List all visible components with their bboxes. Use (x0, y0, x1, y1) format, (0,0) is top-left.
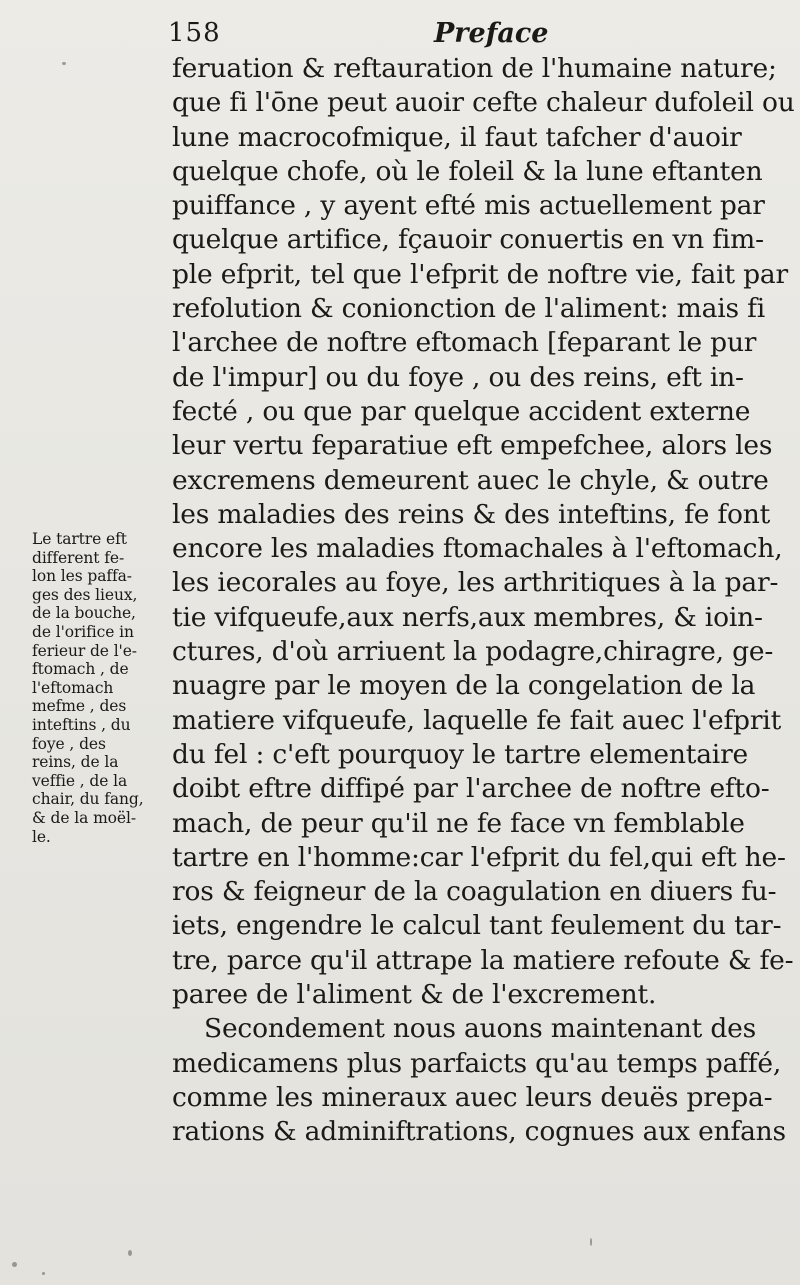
margin-note-line: veffie , de la (32, 771, 128, 790)
text-line: doibt eftre diffipé par l'archee de noftre efto- (172, 773, 770, 805)
paper-speck (62, 62, 66, 65)
text-line: puiffance , y ayent efté mis actuellement par (172, 190, 765, 222)
text-line: du fel : c'eft pourquoy le tartre elementaire (172, 738, 749, 770)
paper-speck (42, 1272, 45, 1275)
margin-note-line: de la bouche, (32, 604, 136, 623)
text-line: tre, parce qu'il attrape la matiere refoute & fe- (172, 944, 794, 976)
margin-note-line: lon les paffa- (32, 567, 132, 586)
margin-note-line: le. (32, 827, 51, 846)
text-line: que fi l'ōne peut auoir cefte chaleur dufoleil ou (172, 87, 795, 119)
text-line: rations & adminiftrations, cognues aux enfans (172, 1116, 786, 1148)
margin-note-line: mefme , des (32, 697, 127, 716)
text-line: ros & feigneur de la coagulation en diuers fu- (172, 876, 777, 908)
text-line: fecté , ou que par quelque accident externe (172, 395, 751, 427)
margin-note-line: foye , des (32, 734, 106, 753)
margin-note-line: ges des lieux, (32, 585, 138, 604)
text-line-paragraph-start: Secondement nous auons maintenant des (204, 1013, 756, 1045)
text-line: matiere vifqueufe, laquelle fe fait auec l'efprit (172, 704, 782, 736)
text-line: tie vifqueufe,aux nerfs,aux membres, & ioin- (172, 601, 763, 633)
text-line: feruation & reftauration de l'humaine nature; (172, 53, 777, 84)
text-line: excremens demeurent auec le chyle, & outre (172, 464, 769, 496)
text-line: l'archee de noftre eftomach [feparant le pur (172, 327, 757, 359)
running-head: Preface (434, 18, 549, 49)
margin-note-line: & de la moël- (32, 808, 136, 827)
text-line: iets, engendre le calcul tant feulement du tar- (172, 910, 782, 942)
margin-note-line: reins, de la (32, 753, 119, 772)
margin-note (32, 530, 166, 846)
text-line: tartre en l'homme:car l'efprit du fel,qui eft he- (172, 841, 786, 873)
margin-note-line: l'eftomach (32, 678, 114, 697)
margin-note-line: ftomach , de (32, 660, 129, 679)
text-line: ple efprit, tel que l'efprit de noftre vie, fait par (172, 258, 788, 290)
margin-note-line: inteftins , du (32, 715, 131, 734)
paper-speck (128, 1250, 132, 1256)
paper-speck (590, 1238, 592, 1246)
text-line: nuagre par le moyen de la congelation de la (172, 670, 756, 702)
margin-note-line: ferieur de l'e- (32, 641, 137, 660)
text-line: ctures, d'où arriuent la podagre,chiragre, ge- (172, 636, 774, 668)
text-line: les maladies des reins & des inteftins, fe font (172, 498, 771, 530)
margin-note-line: de l'orifice in (32, 622, 134, 641)
text-line: quelque chofe, où le foleil & la lune eftanten (172, 155, 763, 187)
text-line: leur vertu feparatiue eft empefchee, alors les (172, 430, 773, 462)
margin-note-line: Le tartre eft (32, 530, 127, 548)
text-line: paree de l'aliment & de l'excrement. (172, 979, 657, 1011)
text-line: les iecorales au foye, les arthritiques à la par- (172, 567, 779, 599)
text-line: medicamens plus parfaicts qu'au temps paffé, (172, 1047, 782, 1079)
paper-speck (12, 1262, 17, 1267)
text-line: comme les mineraux auec leurs deuës prepa- (172, 1081, 773, 1113)
page-number: 158 (168, 18, 221, 48)
text-line: quelque artifice, fçauoir conuertis en vn fim- (172, 224, 764, 256)
main-text-block (172, 52, 795, 1150)
text-line: refolution & conionction de l'aliment: mais fi (172, 293, 765, 325)
text-line: mach, de peur qu'il ne fe face vn femblable (172, 807, 745, 839)
margin-note-line: different fe- (32, 548, 125, 567)
text-line: encore les maladies ftomachales à l'eftomach, (172, 533, 783, 565)
text-line: lune macrocofmique, il faut tafcher d'auoir (172, 121, 742, 153)
margin-note-line: chair, du fang, (32, 790, 144, 809)
text-line: de l'impur] ou du foye , ou des reins, eft in- (172, 361, 744, 393)
